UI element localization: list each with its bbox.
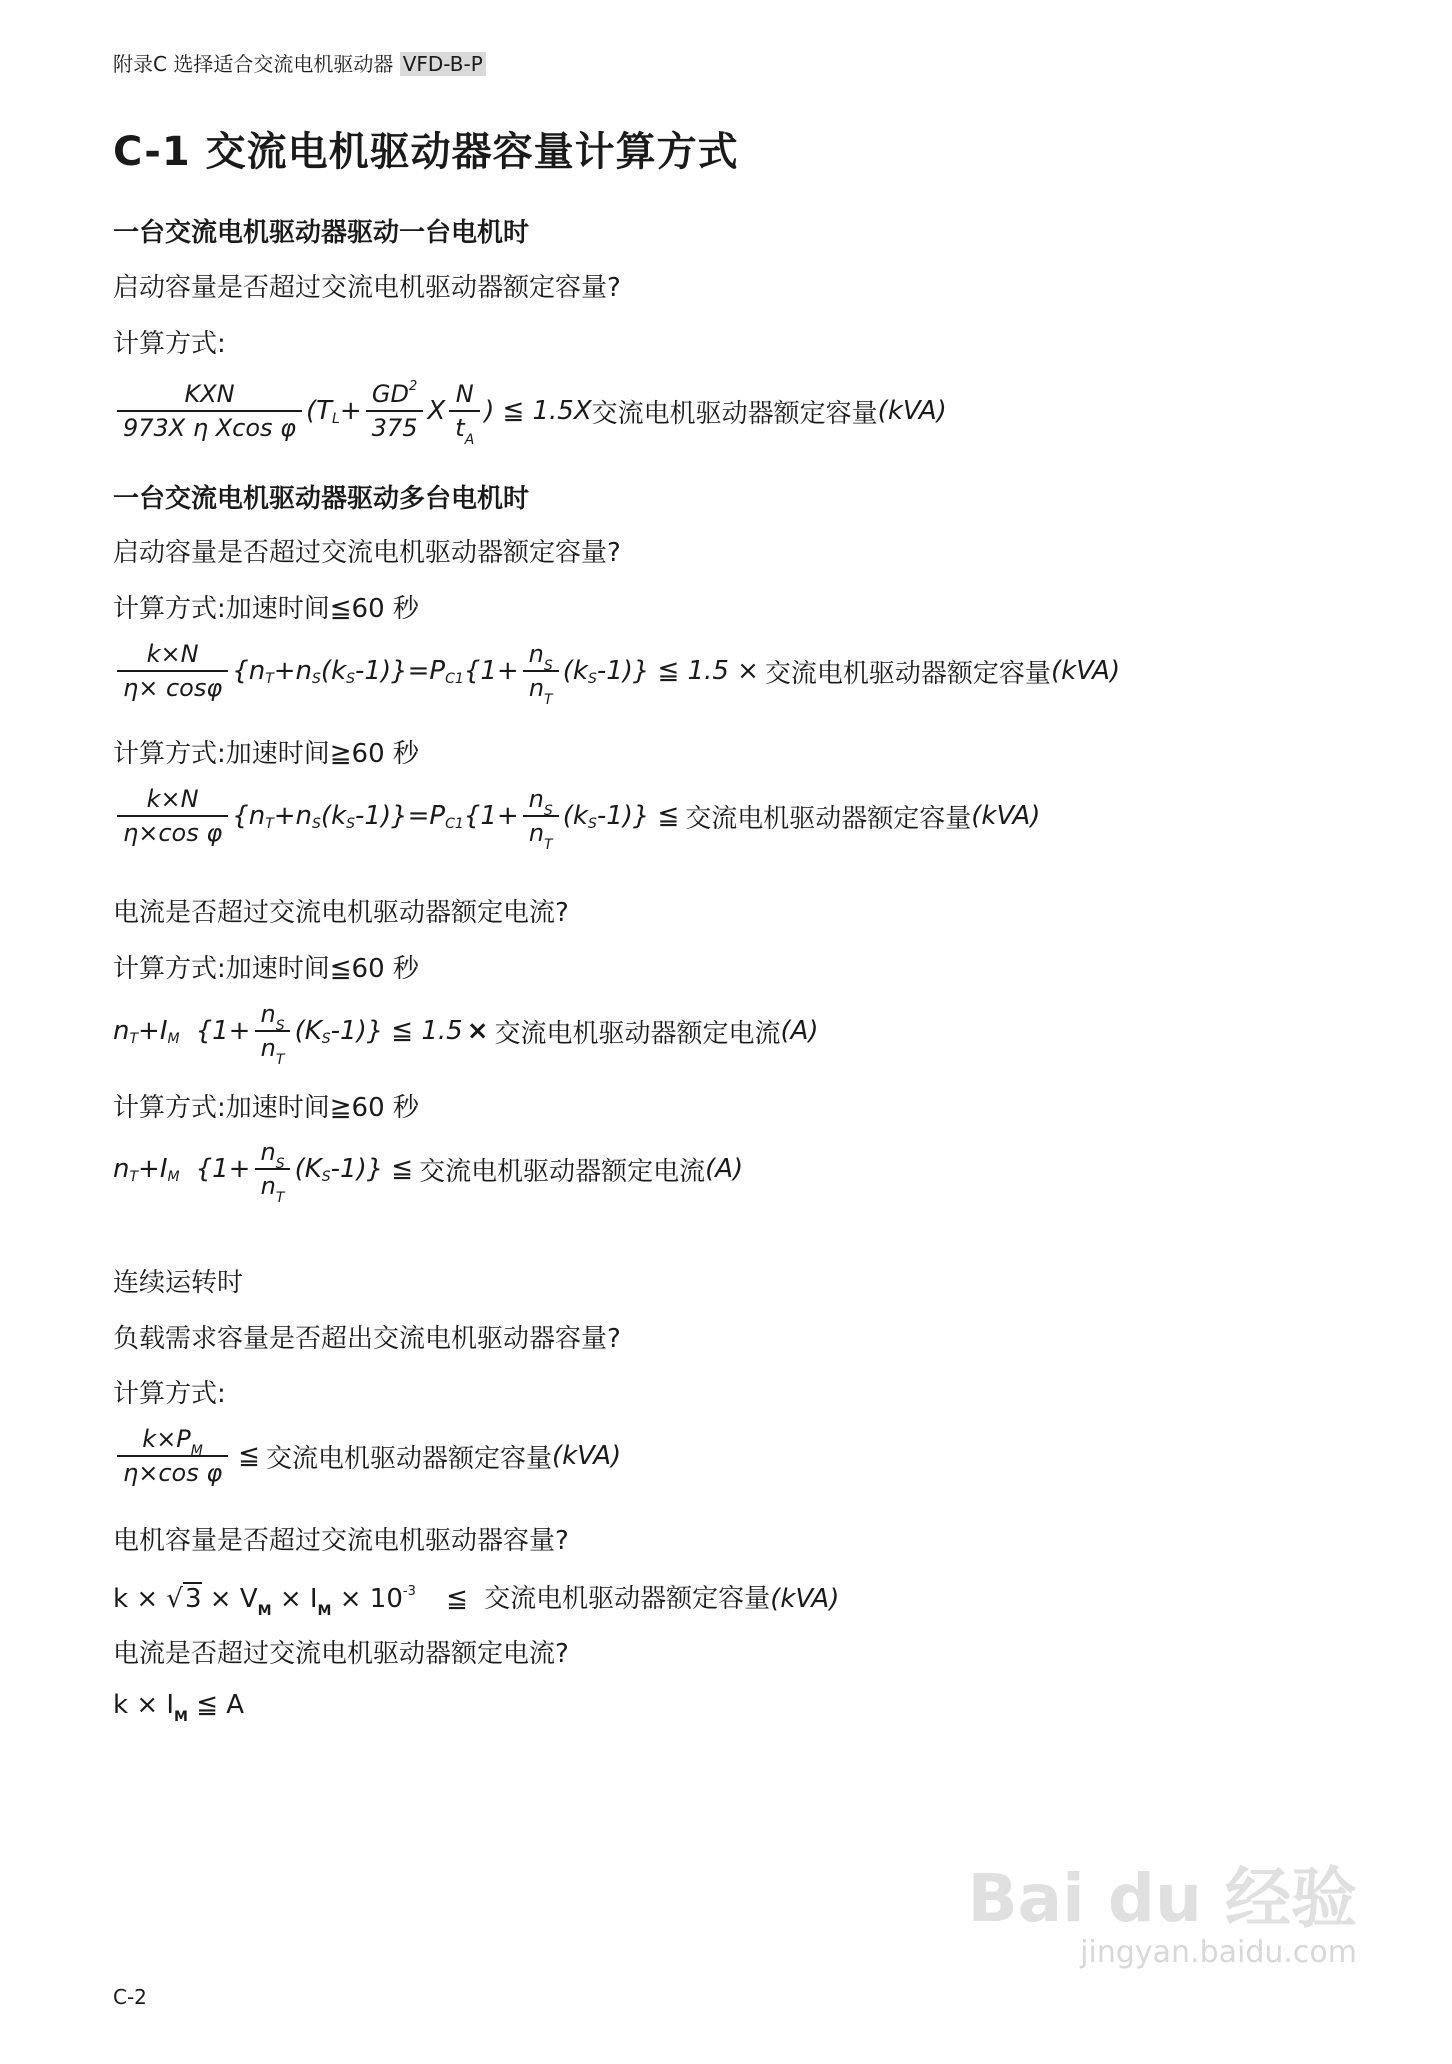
question-current: 电流是否超过交流电机驱动器额定电流? — [113, 898, 569, 928]
calc-label-accel-ge60: 计算方式:加速时间≧60 秒 — [113, 739, 419, 769]
calc-label-current-ge60: 计算方式:加速时间≧60 秒 — [113, 1093, 419, 1123]
baidu-watermark-logo: Bai du 经验 — [967, 1860, 1357, 1937]
question-motor-capacity: 电机容量是否超过交流电机驱动器容量? — [113, 1526, 569, 1556]
formula-multi-ge60: $\frac{k\times N}{\text{η×cos φ}}$ {n T +n S (k S -1)}=P C1 {1+ $\frac{n_S}{n_T}$ (k S -1)} ≦ 交流电机驱动器额定容量 (kVA) — [113, 785, 1040, 847]
formula-motor-capacity: $k \times √3 \times V_M \times I_M \times 10^{-3}$ ≦ 交流电机驱动器额定容量(kVA) — [113, 1584, 840, 1619]
formula-single-motor: $\frac{\text{KXN}}{\text{973X η Xcos φ}}$ (T L + $\frac{GD^2}{375}$ X $\frac{N}{t_A}$ ) ≦ 1.5X 交流电机驱动器额定容量 (kVA) — [113, 380, 947, 442]
question-load-capacity: 负载需求容量是否超出交流电机驱动器容量? — [113, 1324, 621, 1354]
header-text: 附录C 选择适合交流电机驱动器 — [113, 52, 394, 76]
question-current-2: 电流是否超过交流电机驱动器额定电流? — [113, 1639, 569, 1669]
formula-current-le60: n T +I M {1+ $\frac{n_S}{n_T}$ (K S -1)} ≦ 1.5 × 交流电机驱动器额定电流 (A) — [113, 1000, 819, 1068]
calc-label-current-le60: 计算方式:加速时间≦60 秒 — [113, 954, 419, 984]
section-heading-multi-motor: 一台交流电机驱动器驱动多台电机时 — [113, 484, 530, 514]
calc-label-accel-le60: 计算方式:加速时间≦60 秒 — [113, 594, 419, 624]
formula-multi-le60: $\frac{k\times N}{\eta\times \cos\varphi}$ {n T +n S (k S -1)}=P C1 {1+ $\frac{n_S}{n_T}$ (k S -1)} ≦ 1.5 × 交流电机驱动器额定容量 (kVA) — [113, 640, 1120, 702]
baidu-watermark-url: jingyan.baidu.com — [1080, 1935, 1357, 1970]
page-header — [113, 48, 486, 77]
calc-label-continuous: 计算方式: — [113, 1379, 226, 1409]
header-model: VFD-B-P — [400, 52, 486, 76]
page-number: C-2 — [113, 1985, 147, 2009]
page-title: C-1 交流电机驱动器容量计算方式 — [113, 129, 739, 175]
question-start-capacity-1: 启动容量是否超过交流电机驱动器额定容量? — [113, 273, 621, 303]
calc-label-1: 计算方式: — [113, 329, 226, 359]
fraction-kxn: $\frac{\text{KXN}}{\text{973X η Xcos φ}}$ — [117, 380, 302, 442]
formula-current-ge60: n T +I M {1+ $\frac{n_S}{n_T}$ (K S -1)} ≦ 交流电机驱动器额定电流 (A) — [113, 1138, 744, 1206]
fraction-gd: $\frac{GD^2}{375}$ — [366, 380, 424, 442]
formula-continuous: $\frac{k\times P_M}{\text{η×cos φ}}$ ≦ 交流电机驱动器额定容量 (kVA) — [113, 1425, 621, 1487]
question-start-capacity-2: 启动容量是否超过交流电机驱动器额定容量? — [113, 538, 621, 568]
section-heading-single-motor: 一台交流电机驱动器驱动一台电机时 — [113, 218, 530, 248]
section-heading-continuous: 连续运转时 — [113, 1268, 244, 1298]
fraction-n-ta: $\frac{N}{t_A}$ — [449, 380, 480, 442]
formula-current-simple: $k \times I_M$ ≦ A — [113, 1690, 245, 1725]
